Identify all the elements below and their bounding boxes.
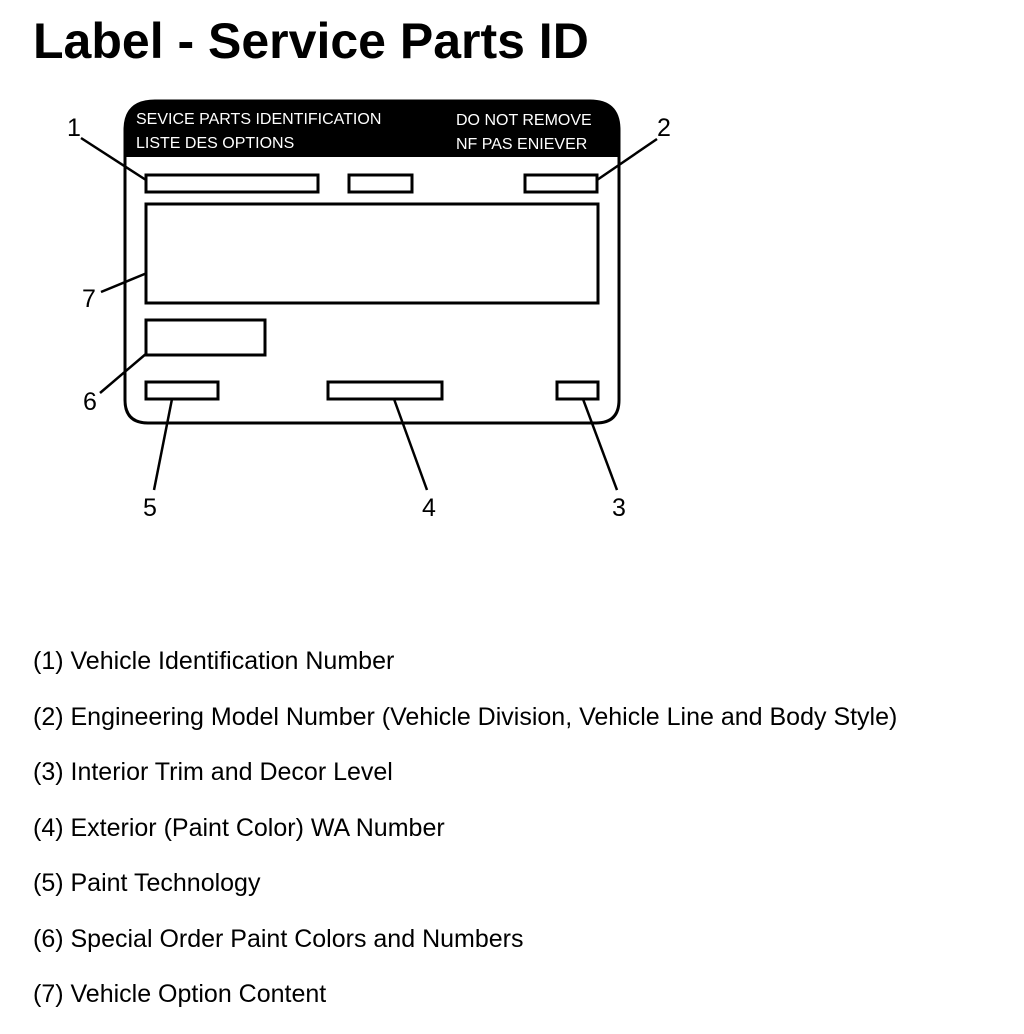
legend-list xyxy=(33,634,897,1023)
legend-item: (5) Paint Technology xyxy=(33,869,261,897)
header-right-line2: NF PAS ENIEVER xyxy=(456,136,588,153)
header-left-line2: LISTE DES OPTIONS xyxy=(136,135,295,152)
legend-item: (3) Interior Trim and Decor Level xyxy=(33,758,393,786)
callout-1: 1 xyxy=(67,114,81,142)
header-right-line1: DO NOT REMOVE xyxy=(456,112,592,129)
callout-2: 2 xyxy=(657,114,671,142)
callout-4: 4 xyxy=(422,494,436,522)
callout-3: 3 xyxy=(612,494,626,522)
legend-item: (1) Vehicle Identification Number xyxy=(33,647,395,675)
callout-5: 5 xyxy=(143,494,157,522)
callout-7: 7 xyxy=(82,285,96,313)
legend-item: (4) Exterior (Paint Color) WA Number xyxy=(33,813,445,842)
page-title: Label - Service Parts ID xyxy=(33,13,589,69)
legend-item: (7) Vehicle Option Content xyxy=(33,980,327,1008)
callout-6: 6 xyxy=(83,388,97,416)
legend-item: (2) Engineering Model Number (Vehicle Division, Vehicle Line and Body Style) xyxy=(33,702,898,731)
header-left-line1: SEVICE PARTS IDENTIFICATION xyxy=(136,111,382,128)
legend-item: (6) Special Order Paint Colors and Numbers xyxy=(33,924,524,953)
